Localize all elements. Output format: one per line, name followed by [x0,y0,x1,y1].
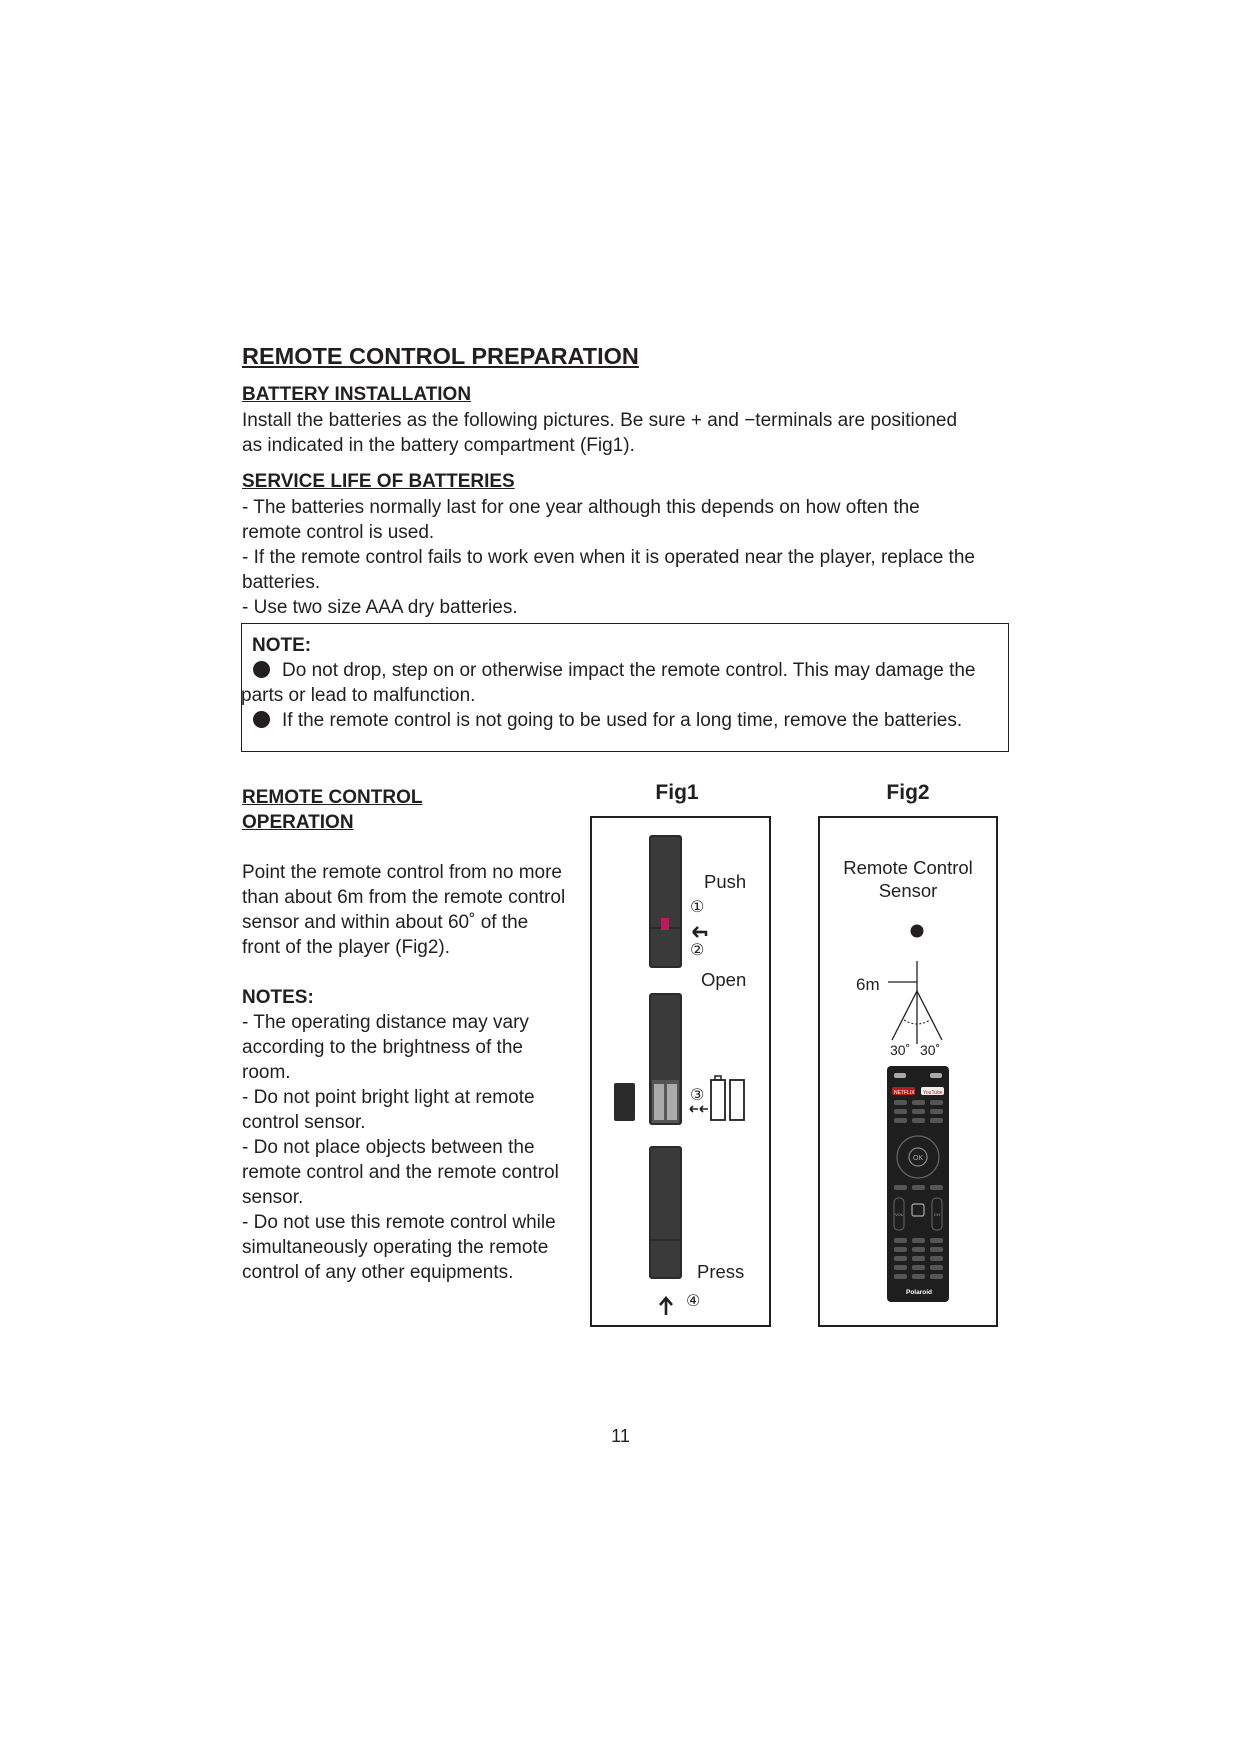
step-2-label: ② [690,942,705,959]
text-line: remote control is used. [242,522,435,543]
text-line: control of any other equipments. [242,1262,514,1283]
remote-press-icon [649,1146,682,1279]
fig2-title: Fig2 [886,781,930,804]
remote-closed-icon [649,835,682,968]
note-item-1-text: Do not drop, step on or otherwise impact the remote control. This may damage the [282,660,976,681]
text-line: simultaneously operating the remote [242,1237,549,1258]
insert-arrows-icon [690,1106,708,1112]
fig1-illustration [592,818,769,1325]
service-text [242,495,975,620]
operation-heading-line: OPERATION [242,812,354,833]
operation-heading-line: REMOTE CONTROL [242,787,423,808]
press-arrow-icon [660,1298,672,1315]
note-heading: NOTE: [252,635,312,656]
text-line: sensor. [242,1187,304,1208]
operation-heading [242,785,423,835]
remote-front-icon [887,1066,949,1302]
text-line: - If the remote control fails to work even when it is operated near the player, replace the [242,547,975,568]
sensor-label-line: Sensor [878,880,938,901]
step-3-label: ③ [690,1087,705,1104]
angle-diagram [888,961,942,1044]
notes-text [242,1010,559,1285]
text-line: - The operating distance may vary [242,1012,529,1033]
push-arrow-icon [693,927,706,937]
text-line: - The batteries normally last for one year although this depends on how often the [242,497,920,518]
note-item-2 [253,708,962,733]
push-label: Push [704,871,747,892]
battery-heading: BATTERY INSTALLATION [242,384,472,405]
page-title: REMOTE CONTROL PREPARATION [242,343,639,369]
distance-label: 6m [856,975,880,994]
text-line: room. [242,1062,291,1083]
press-label: Press [697,1261,745,1282]
note-item-2-text: If the remote control is not going to be used for a long time, remove the batteries. [282,710,963,731]
notes-heading: NOTES: [242,987,314,1008]
open-label: Open [701,969,747,990]
youtube-button-label: YouTube [923,1090,943,1096]
operation-text [242,860,565,960]
service-heading: SERVICE LIFE OF BATTERIES [242,471,515,492]
netflix-button-label: NETFLIX [894,1090,915,1096]
text-line: - Do not point bright light at remote [242,1087,535,1108]
text-line: sensor and within about 60˚ of the [242,912,529,933]
fig2-illustration [820,818,996,1325]
text-line: front of the player (Fig2). [242,937,451,958]
ok-button-label: OK [913,1155,924,1162]
page-number: 11 [611,1426,630,1446]
vol-label: VOL [895,1212,904,1217]
sensor-dot-icon [911,925,924,938]
remote-open-icon [649,993,682,1125]
text-line: Point the remote control from no more [242,862,562,883]
text-line: - Do not place objects between the [242,1137,535,1158]
battery-icon [711,1076,744,1120]
brand-logo: Polaroid [906,1289,933,1296]
fig1-title: Fig1 [655,781,699,804]
text-line: Install the batteries as the following pictures. Be sure + and −terminals are positioned [242,410,958,431]
text-line: control sensor. [242,1112,366,1133]
bullet-icon [253,661,270,678]
ch-label: CH [934,1212,940,1217]
text-line: - Use two size AAA dry batteries. [242,597,518,618]
angle-right-label: 30˚ [920,1042,941,1058]
battery-text [242,408,957,458]
text-line: remote control and the remote control [242,1162,559,1183]
text-line: batteries. [242,572,321,593]
note-item-1-cont: parts or lead to malfunction. [241,685,476,706]
note-item-1 [253,658,976,683]
text-line: according to the brightness of the [242,1037,523,1058]
text-line: than about 6m from the remote control [242,887,566,908]
angle-left-label: 30˚ [890,1042,911,1058]
bullet-icon [253,711,270,728]
text-line: as indicated in the battery compartment (Fig1). [242,435,635,456]
text-line: - Do not use this remote control while [242,1212,556,1233]
sensor-label-line: Remote Control [843,857,973,878]
battery-cover-icon [614,1083,635,1121]
step-1-label: ① [690,899,705,916]
step-4-label: ④ [686,1293,701,1310]
